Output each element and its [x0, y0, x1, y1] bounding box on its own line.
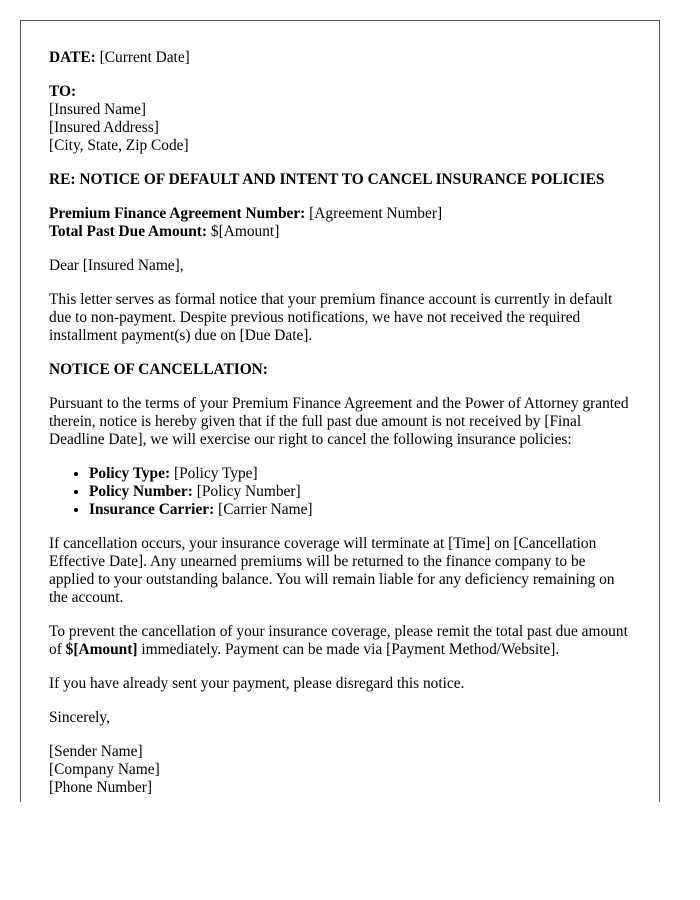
sender-block	[49, 743, 631, 797]
closing: Sincerely,	[49, 709, 110, 726]
re-line: RE: NOTICE OF DEFAULT AND INTENT TO CANCEL INSURANCE POLICIES	[49, 171, 605, 188]
cancellation-heading: NOTICE OF CANCELLATION:	[49, 361, 268, 378]
policy-list	[49, 465, 631, 519]
policy-type-label: Policy Type:	[89, 465, 171, 482]
policy-type-value: [Policy Type]	[173, 465, 258, 482]
account-details	[49, 205, 631, 241]
policy-number-label: Policy Number:	[89, 483, 193, 500]
policy-number-item	[89, 483, 631, 501]
insurance-carrier-value: [Carrier Name]	[218, 501, 313, 518]
agreement-number-value: [Agreement Number]	[309, 205, 443, 222]
default-notice-paragraph: This letter serves as formal notice that your premium finance account is currently in default due to non-payment. Despite previous notifications, we have not received the required installment payment(s) due on [Due Date].	[49, 291, 613, 344]
coverage-termination-paragraph: If cancellation occurs, your insurance coverage will terminate at [Time] on [Cancellation Effective Date]. Any unearned premiums will be returned to the finance company to be applied to your outstanding balance. You will remain liable for any deficiency remaining on the account.	[49, 535, 615, 606]
payment-request-paragraph	[49, 623, 631, 659]
to-label: TO:	[49, 83, 77, 100]
recipient-block	[49, 83, 631, 155]
sender-company: [Company Name]	[49, 761, 160, 778]
past-due-label: Total Past Due Amount:	[49, 223, 208, 240]
recipient-name: [Insured Name]	[49, 101, 147, 118]
payment-request-text-start: To prevent the cancellation of your insurance coverage, please remit the total past due amount of	[49, 623, 628, 658]
recipient-city-state-zip: [City, State, Zip Code]	[49, 137, 189, 154]
date-label: DATE:	[49, 49, 96, 66]
insurance-carrier-item	[89, 501, 631, 519]
past-due-line	[49, 223, 631, 241]
payment-request-text-end: immediately. Payment can be made via [Payment Method/Website].	[137, 641, 560, 658]
past-due-value: $[Amount]	[210, 223, 280, 240]
date-value: [Current Date]	[99, 49, 190, 66]
date-line	[49, 49, 631, 67]
disregard-paragraph: If you have already sent your payment, please disregard this notice.	[49, 675, 465, 692]
sender-name: [Sender Name]	[49, 743, 143, 760]
agreement-number-label: Premium Finance Agreement Number:	[49, 205, 306, 222]
policy-number-value: [Policy Number]	[196, 483, 301, 500]
sender-phone: [Phone Number]	[49, 779, 153, 796]
agreement-number-line	[49, 205, 631, 223]
insurance-carrier-label: Insurance Carrier:	[89, 501, 215, 518]
policy-type-item	[89, 465, 631, 483]
recipient-address: [Insured Address]	[49, 119, 159, 136]
letter-body	[21, 21, 659, 797]
letter-page	[20, 20, 660, 802]
payment-request-amount: $[Amount]	[65, 641, 138, 658]
cancellation-paragraph: Pursuant to the terms of your Premium Finance Agreement and the Power of Attorney granted therein, notice is hereby given that if the full past due amount is not received by [Final Deadline Date], we will exercise our right to cancel the following insurance policies:	[49, 395, 629, 448]
salutation: Dear [Insured Name],	[49, 257, 184, 274]
